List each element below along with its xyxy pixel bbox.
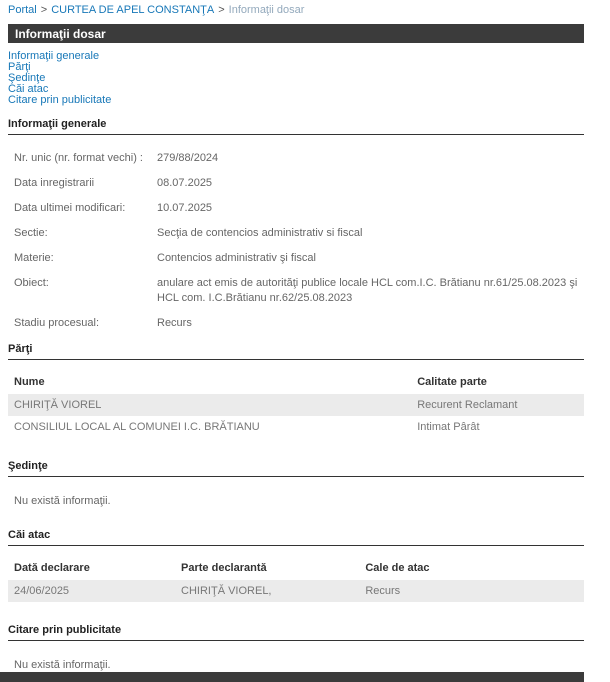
field-row-obiect [14,276,584,306]
field-value: Recurs [157,317,192,329]
field-value: 08.07.2025 [157,177,213,189]
field-label: Sectie: [14,227,48,239]
section-heading-informatii-generale: Informaţii generale [8,118,584,135]
section-heading-citare-prin-publicitate: Citare prin publicitate [8,624,584,641]
section-heading-parti: Părţi [8,343,584,360]
citare-empty-message: Nu există informaţii. [14,659,111,671]
table-row [8,580,584,602]
sedinte-empty-message: Nu există informaţii. [14,495,111,507]
parti-calitate-cell: Recurent Reclamant [411,394,584,416]
parti-calitate-cell: Intimat Pârât [417,421,480,433]
general-info-fields [14,151,584,331]
field-value: 10.07.2025 [157,202,213,214]
footer-bar [0,672,584,682]
table-row [8,394,584,416]
breadcrumb-separator: > [218,4,225,16]
column-header-data-declarare: Dată declarare [14,562,90,574]
field-row-data-ultimei-modificari [14,201,584,216]
nav-link-informatii-generale[interactable]: Informaţii generale [8,50,100,62]
breadcrumb-link-court[interactable]: CURTEA DE APEL CONSTANŢA [51,4,215,16]
field-row-data-inregistrarii [14,176,584,191]
breadcrumb-link-portal[interactable]: Portal [8,4,37,16]
breadcrumb [0,0,610,24]
cai-atac-parte-cell: CHIRIŢĂ VIOREL, [175,580,359,602]
field-label: Data inregistrarii [14,177,95,189]
section-heading-sedinte: Şedinţe [8,460,584,477]
section-nav [8,51,610,106]
column-header-cale-de-atac: Cale de atac [365,562,430,574]
field-value: Secţia de contencios administrativ si fiscal [157,227,363,239]
field-label: Materie: [14,252,54,264]
column-header-calitate-parte: Calitate parte [417,376,487,388]
page-title-bar: Informaţii dosar [8,24,584,43]
nav-link-sedinte[interactable]: Şedinţe [8,72,46,84]
field-label: Nr. unic (nr. format vechi) : [14,152,143,164]
section-heading-cai-atac: Căi atac [8,529,584,546]
parti-table [8,368,584,438]
breadcrumb-separator: > [40,4,48,16]
cai-atac-cale-cell: Recurs [359,580,584,602]
cai-atac-data-cell: 24/06/2025 [8,580,175,602]
column-header-nume: Nume [14,376,45,388]
field-row-nr-unic [14,151,584,166]
parti-nume-cell: CONSILIUL LOCAL AL COMUNEI I.C. BRĂTIANU [14,421,260,433]
nav-link-citare-prin-publicitate[interactable]: Citare prin publicitate [8,94,112,106]
field-value: Contencios administrativ şi fiscal [157,252,316,264]
parti-header-row [8,368,584,394]
field-label: Stadiu procesual: [14,317,99,329]
table-row [8,416,584,438]
parti-nume-cell: CHIRIŢĂ VIOREL [8,394,411,416]
field-row-sectie [14,226,584,241]
field-row-materie [14,251,584,266]
field-row-stadiu-procesual [14,316,584,331]
cai-atac-table [8,554,584,602]
column-header-parte-declaranta: Parte declarantă [181,562,267,574]
field-value: 279/88/2024 [157,152,219,164]
field-value: anulare act emis de autorităţi publice locale HCL com.I.C. Brătianu nr.61/25.08.2023 şi HCL com. I.C.Brătianu nr.62/25.08.2023 [157,277,578,304]
field-label: Obiect: [14,277,49,289]
nav-link-parti[interactable]: Părţi [8,61,31,73]
field-label: Data ultimei modificari: [14,202,126,214]
cai-atac-header-row [8,554,584,580]
nav-link-cai-atac[interactable]: Căi atac [8,83,49,95]
breadcrumb-current: Informaţii dosar [228,4,305,16]
